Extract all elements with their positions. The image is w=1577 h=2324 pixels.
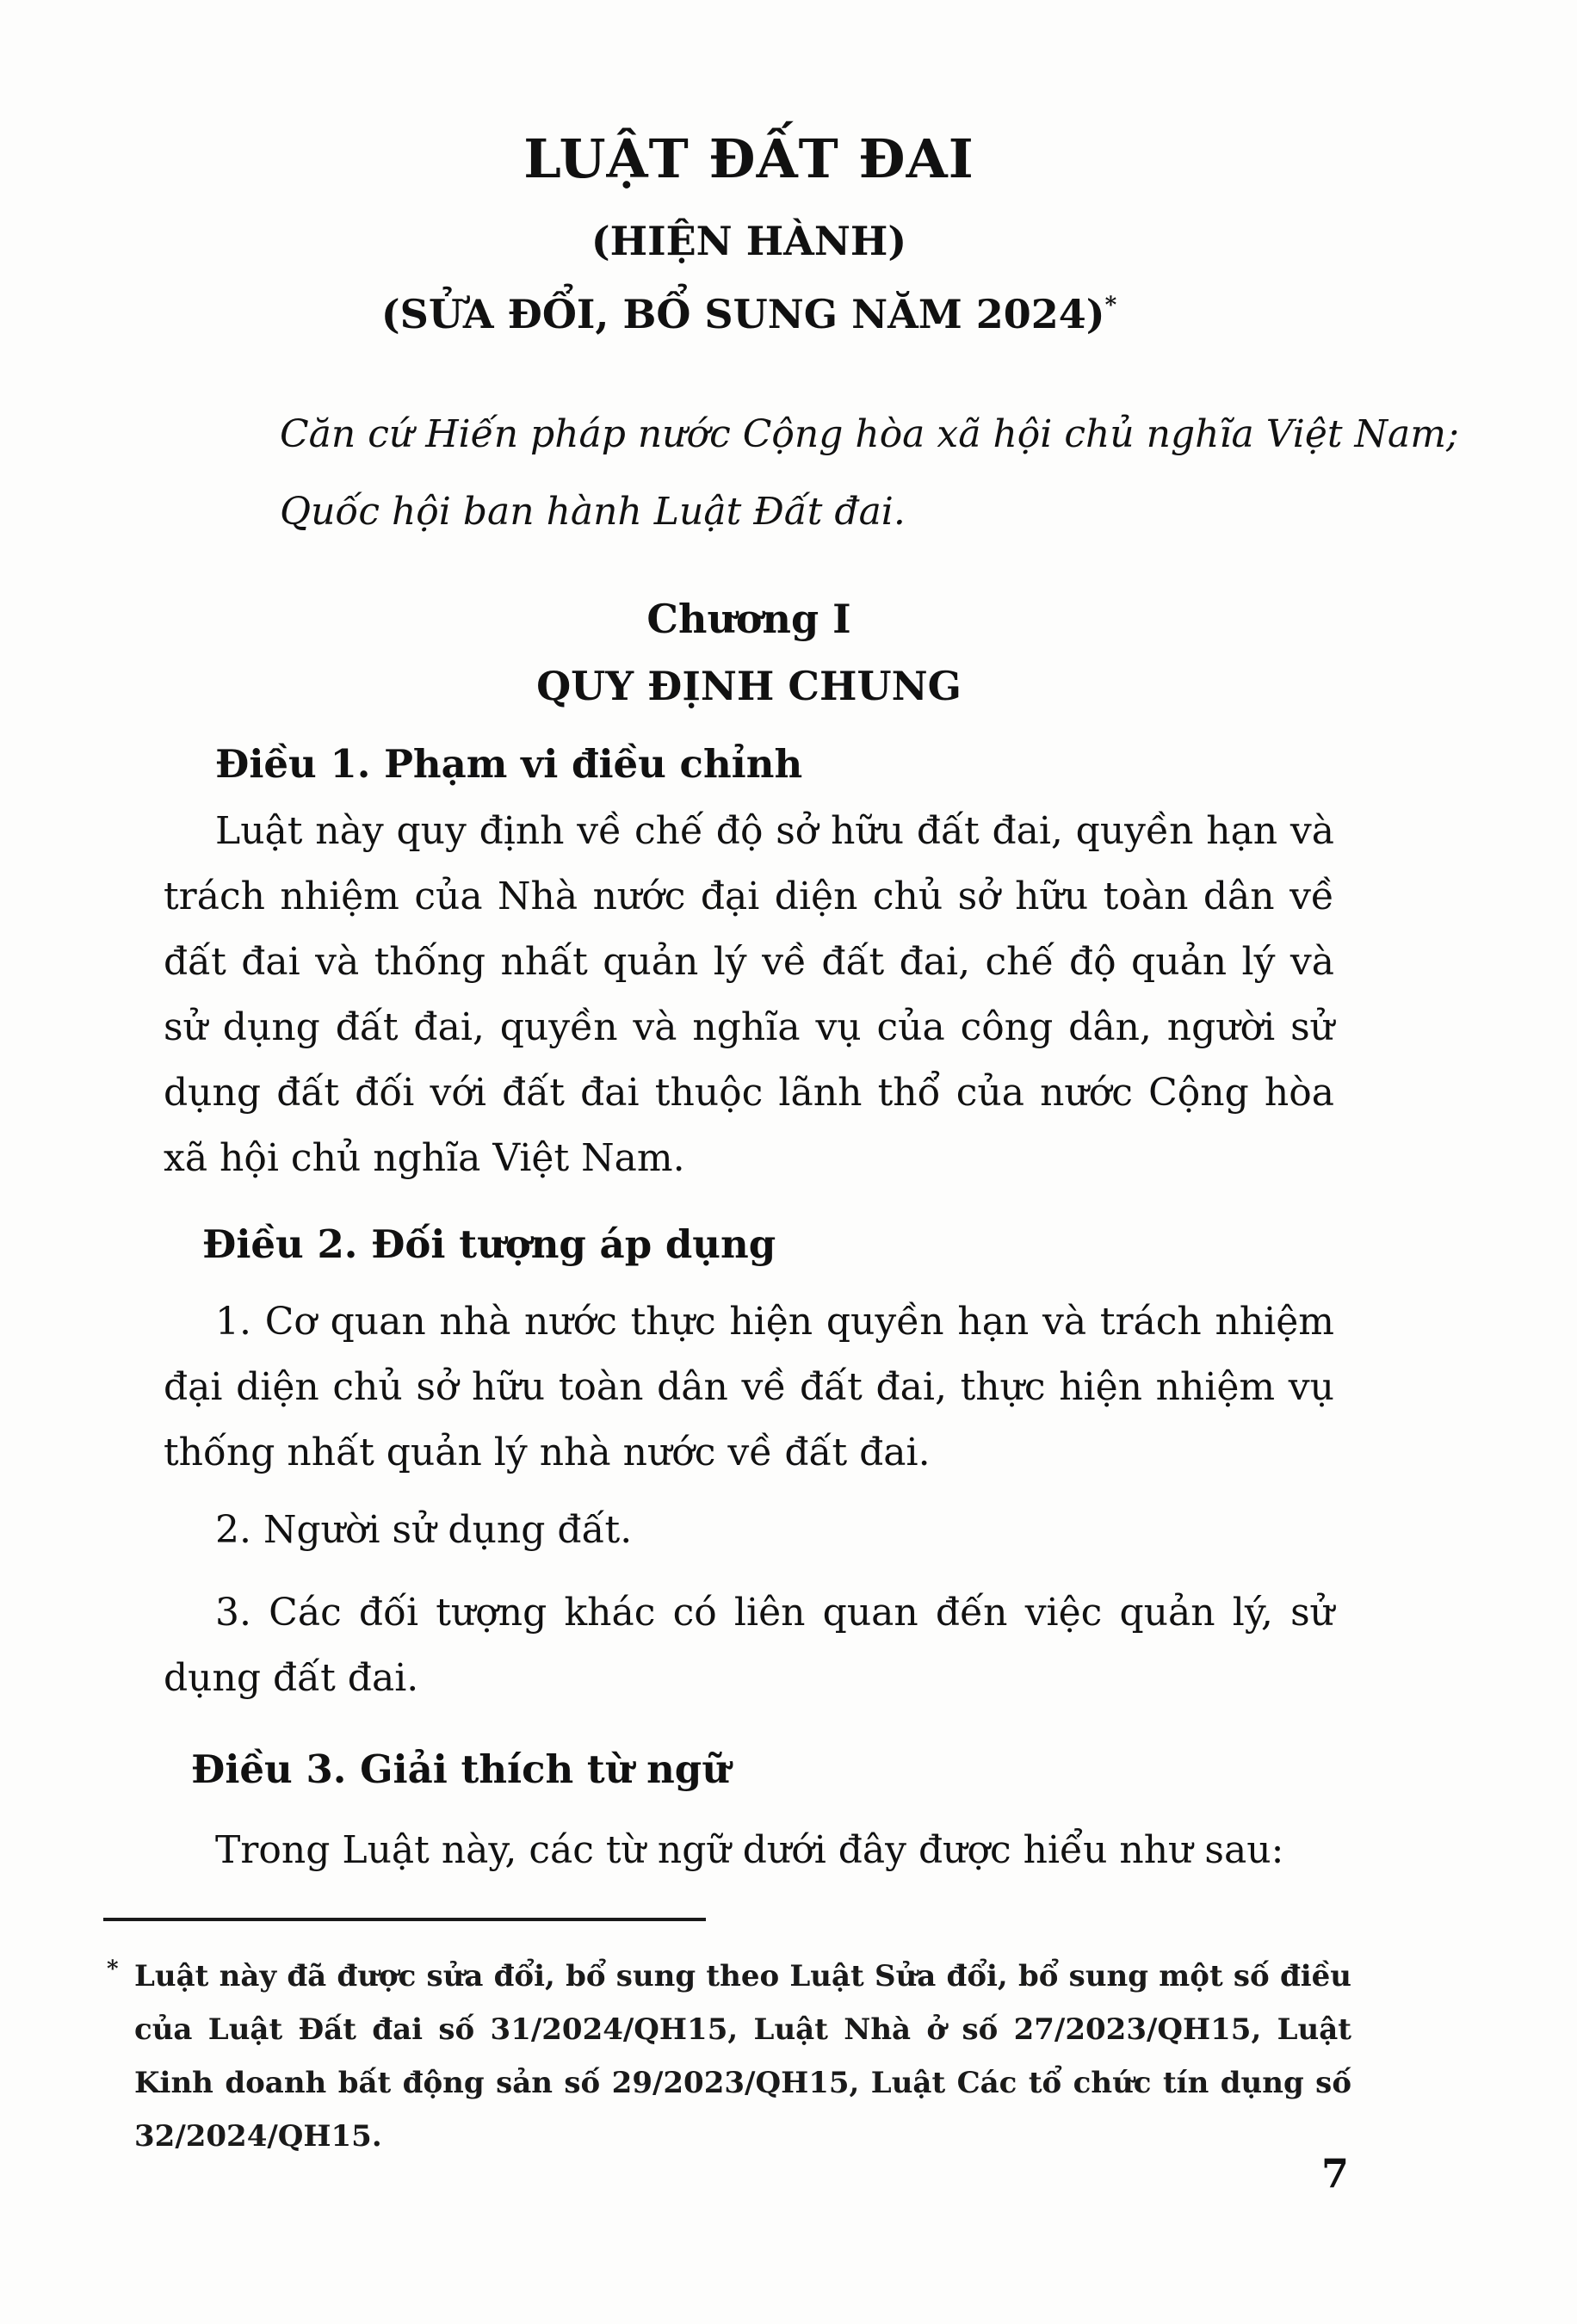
article-2-clause-2: 2. Người sử dụng đất.: [215, 1508, 633, 1552]
article-1-paragraph: Luật này quy định về chế độ sở hữu đất đai, quyền hạn và trách nhiệm của Nhà nước đại diện chủ sở hữu toàn dân về đất đai và thống nhất quản lý về đất đai, chế độ quản lý và sử dụng đất đai, quyền và nghĩa vụ của công dân, người sử dụng đất đối với đất đai thuộc lãnh thổ của nước Cộng hòa xã hội chủ nghĩa Việt Nam.: [164, 809, 1334, 1180]
footnote-text: Luật này đã được sửa đổi, bổ sung theo Luật Sửa đổi, bổ sung một số điều của Luật Đất đai số 31/2024/QH15, Luật Nhà ở số 27/2023/QH15, Luật Kinh doanh bất động sản số 29/2023/QH15, Luật Các tổ chức tín dụng số 32/2024/QH15.: [134, 1959, 1351, 2154]
amendment-text: (SỬA ĐỔI, BỔ SUNG NĂM 2024): [380, 291, 1105, 337]
page-number: 7: [1321, 2150, 1350, 2197]
article-3-intro: Trong Luật này, các từ ngữ dưới đây được hiểu như sau:: [215, 1828, 1284, 1872]
article-2-heading: Điều 2. Đối tượng áp dụng: [202, 1221, 776, 1267]
preamble-line-1: Căn cứ Hiến pháp nước Cộng hòa xã hội chủ nghĩa Việt Nam;: [280, 412, 1459, 456]
footnote-divider: [103, 1918, 706, 1921]
footnote: [107, 1950, 1351, 2163]
footnote-marker: *: [107, 1956, 119, 1982]
article-1-heading: Điều 1. Phạm vi điều chỉnh: [215, 741, 803, 787]
chapter-title: QUY ĐỊNH CHUNG: [536, 663, 962, 709]
preamble-line-2: Quốc hội ban hành Luật Đất đai.: [280, 490, 906, 534]
law-amendment-subtitle: [164, 275, 1334, 344]
footnote-reference-marker: *: [1104, 293, 1117, 318]
article-3-heading: Điều 3. Giải thích từ ngữ: [191, 1746, 730, 1792]
law-title: LUẬT ĐẤT ĐAI: [523, 127, 974, 190]
preamble: [280, 396, 1459, 551]
article-2-clause-3: 3. Các đối tượng khác có liên quan đến việc quản lý, sử dụng đất đai.: [164, 1591, 1334, 1700]
article-2-clause-1: 1. Cơ quan nhà nước thực hiện quyền hạn và trách nhiệm đại diện chủ sở hữu toàn dân về đất đai, thực hiện nhiệm vụ thống nhất quản lý nhà nước về đất đai.: [164, 1300, 1334, 1474]
law-status-subtitle: (HIỆN HÀNH): [591, 218, 907, 264]
chapter-number: Chương I: [646, 596, 851, 642]
